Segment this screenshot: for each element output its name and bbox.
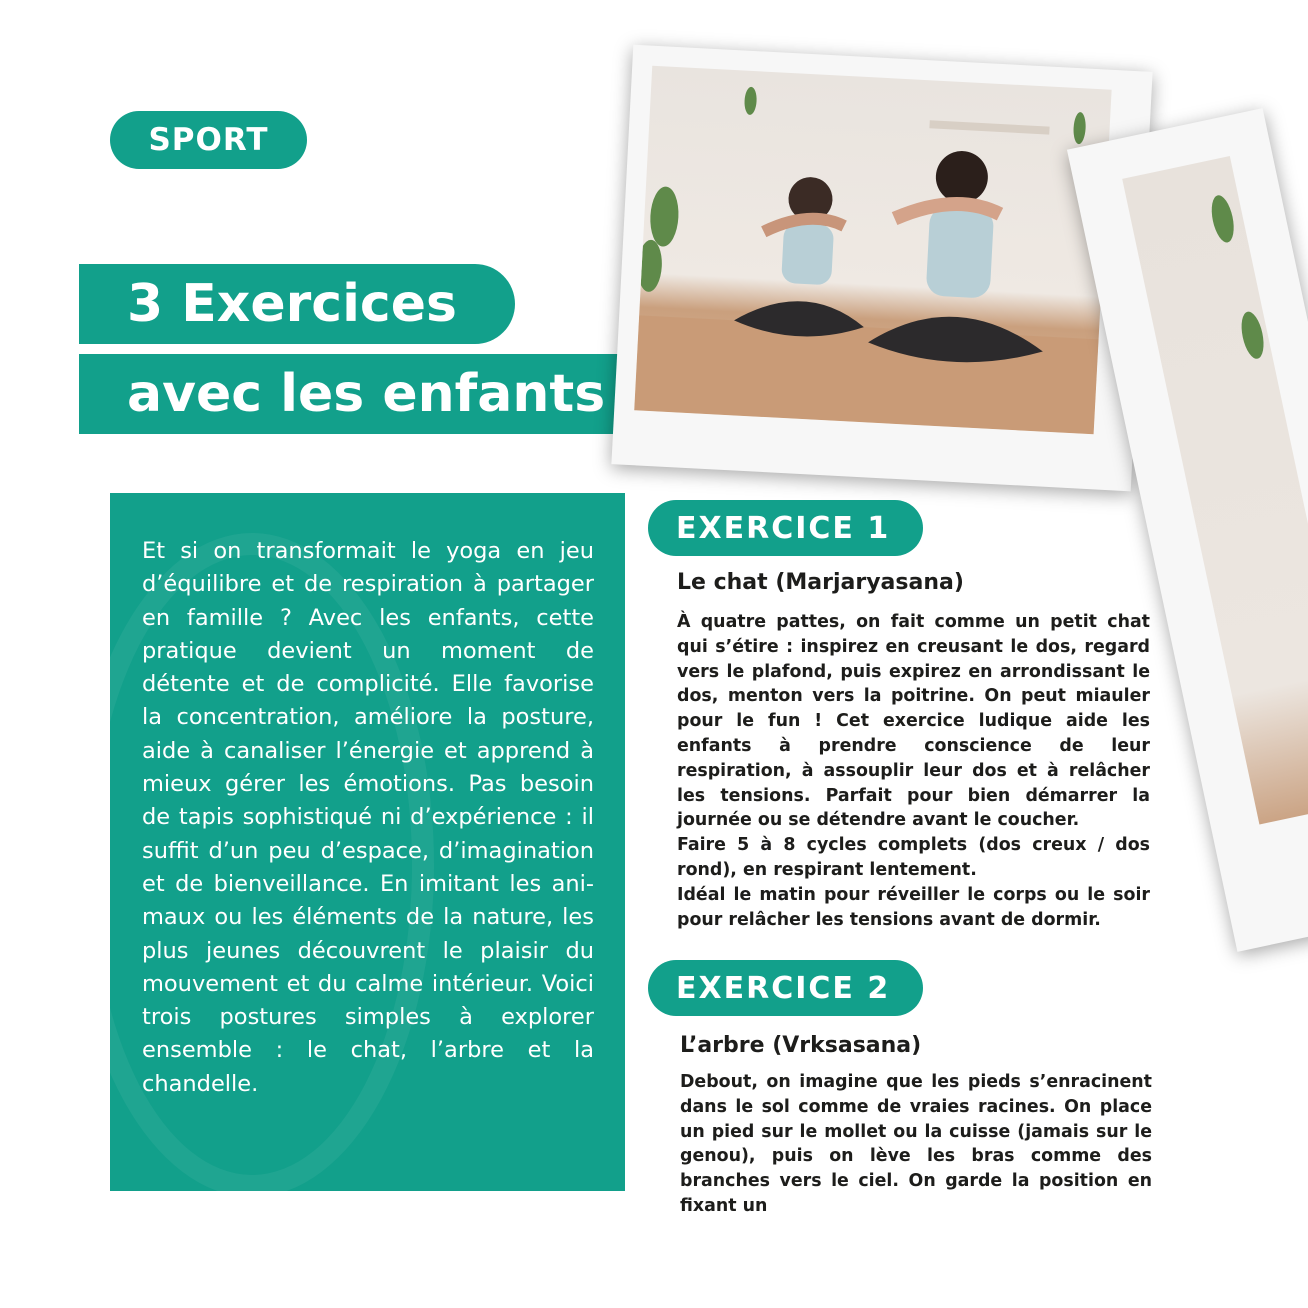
page-title-line-1: 3 Exercices	[79, 264, 515, 344]
intro-text: Et si on transformait le yoga en jeu d’équilibre et de respiration à partager en famille ? Avec les enfants, cette pratique devient un moment de détente et de complicité. Elle favorise la concentration, améliore la posture, aide à canaliser l’énergie et apprend à mieux gérer les émotions. Pas besoin de tapis sophistiqué ni d’expérience : il suffit d’un peu d’espace, d’imagination et de bienveillance. En imitant les animaux ou les éléments de la nature, les plus jeunes découvrent le plaisir du mouvement et du calme intérieur. Voici trois postures simples à explorer ensemble : le chat, l’arbre et la chandelle.	[142, 538, 594, 1097]
exercise-2-title: L’arbre (Vrksasana)	[680, 1033, 922, 1058]
second-photo-image	[1122, 156, 1308, 824]
exercise-2-badge: EXERCICE 2	[648, 960, 923, 1016]
page-title-line-2: avec les enfants	[79, 354, 729, 434]
mother-daughter-yoga-illustration	[634, 66, 1111, 435]
intro-box	[110, 493, 625, 1191]
second-photo-illustration	[1122, 156, 1308, 824]
exercise-1-paragraph-1: À quatre pattes, on fait comme un petit chat qui s’étire : inspirez en creusant le dos, regard vers le plafond, puis expirez en arrondissant le dos, menton vers la poitrine. On peut miauler pour le fun ! Cet exercice ludique aide les enfants à prendre conscience de leur respiration, à assouplir leur dos et à relâcher les tensions. Parfait pour bien démarrer la journée ou se détendre avant le coucher.	[677, 612, 1150, 831]
exercise-1-paragraph-2: Faire 5 à 8 cycles complets (dos creux / dos rond), en respirant lentement.	[677, 835, 1150, 880]
exercise-2-body	[680, 1070, 1152, 1219]
exercise-1-title: Le chat (Marjaryasana)	[677, 570, 964, 595]
yoga-photo-image	[634, 66, 1111, 435]
exercise-1-badge: EXERCICE 1	[648, 500, 923, 556]
yoga-photo	[611, 45, 1152, 492]
exercise-1-body	[677, 610, 1150, 932]
exercise-2-paragraph-1: Debout, on imagine que les pieds s’enracinent dans le sol comme de vraies racines. On place un pied sur le mollet ou la cuisse (jamais sur le genou), puis on lève les bras comme des branches vers le ciel. On garde la position en fixant un	[680, 1072, 1152, 1216]
exercise-1-paragraph-3: Idéal le matin pour réveiller le corps ou le soir pour relâcher les tensions avant de dormir.	[677, 884, 1150, 930]
category-badge: SPORT	[110, 111, 307, 169]
